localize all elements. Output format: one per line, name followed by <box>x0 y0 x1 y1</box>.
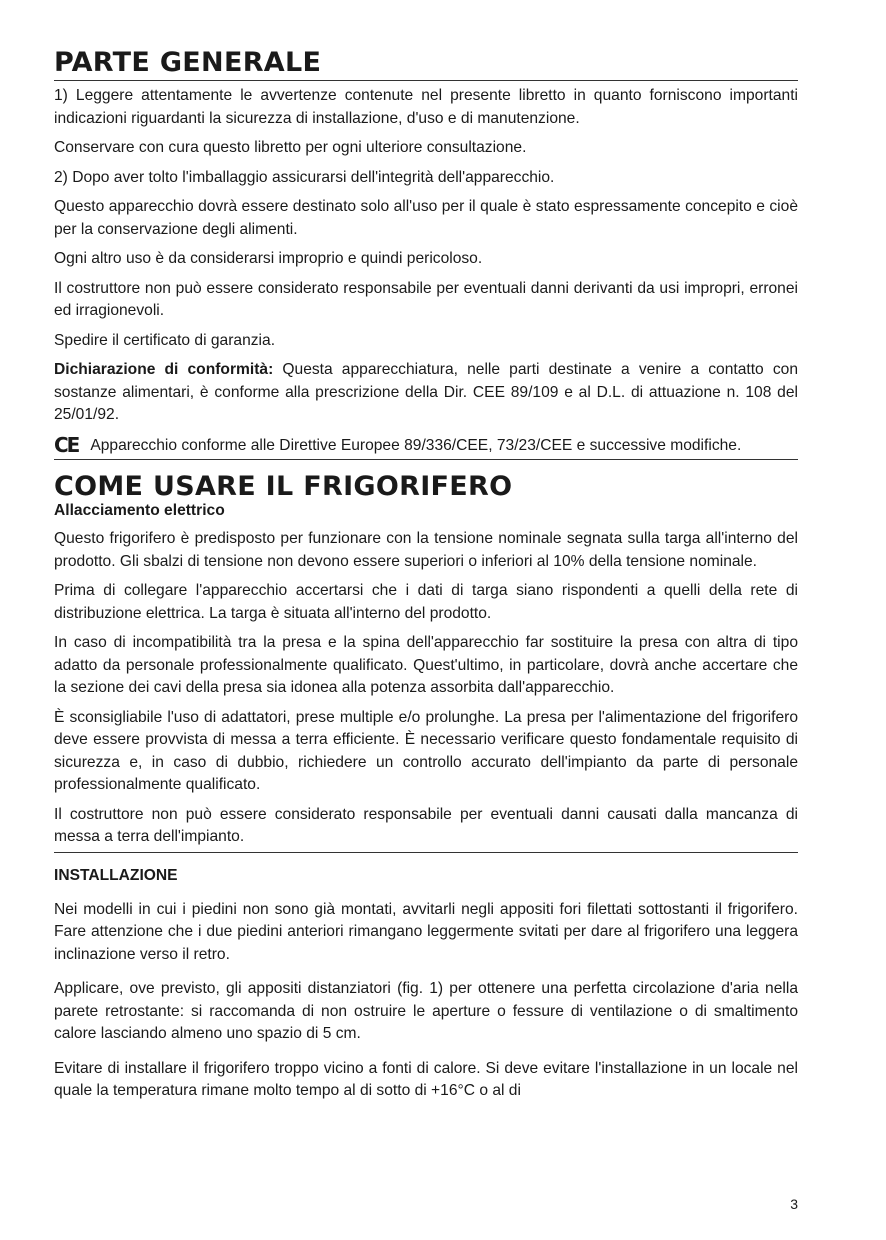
ce-mark-icon: CE <box>54 432 79 457</box>
page-number: 3 <box>790 1196 798 1212</box>
ce-text: Apparecchio conforme alle Direttive Europee 89/336/CEE, 73/23/CEE e successive modifiche. <box>90 436 742 454</box>
paragraph: È sconsigliabile l'uso di adattatori, prese multiple e/o prolunghe. La presa per l'alimentazione del frigorifero deve essere provvista di messa a terra efficiente. È necessario verificare questo fondamentale requisito di sicurezza e, in caso di dubbio, richiedere un controllo accurato dell'impianto da parte di personale professionalmente qualificato. <box>54 708 798 793</box>
page <box>54 46 798 1110</box>
paragraph: Applicare, ove previsto, gli appositi distanziatori (fig. 1) per ottenere una perfetta circolazione d'aria nella parete retrostante: si raccomanda di non ostruire le aperture o fessure di ventilazione o di smaltimento calore lasciando almeno uno spazio di 5 cm. <box>54 980 798 1042</box>
ce-paragraph <box>54 434 798 458</box>
section-title-parte-generale: PARTE GENERALE <box>54 47 322 78</box>
paragraph: Evitare di installare il frigorifero troppo vicino a fonti di calore. Si deve evitare l'installazione in un locale nel quale la temperatura rimane molto tempo al di sotto di +16°C o al di <box>54 1059 798 1099</box>
paragraph: Questo apparecchio dovrà essere destinato solo all'uso per il quale è stato espressamente concepito e cioè per la conservazione degli alimenti. <box>54 198 798 238</box>
conformity-label: Dichiarazione di conformità: <box>54 361 274 378</box>
paragraph: Il costruttore non può essere considerato responsabile per eventuali danni derivanti da usi impropri, erronei ed irragionevoli. <box>54 279 798 319</box>
paragraph: Nei modelli in cui i piedini non sono già montati, avvitarli negli appositi fori filettati sottostanti il frigorifero. Fare attenzione che i due piedini anteriori rimangano leggermente svitati per dare al frigorifero una leggera inclinazione verso il retro. <box>54 900 798 963</box>
paragraph: Il costruttore non può essere considerato responsabile per eventuali danni causati dalla mancanza di messa a terra dell'impianto. <box>54 805 798 845</box>
section-title-installazione: INSTALLAZIONE <box>54 866 178 884</box>
paragraph: Conservare con cura questo libretto per ogni ulteriore consultazione. <box>54 139 527 156</box>
paragraph: 2) Dopo aver tolto l'imballaggio assicurarsi dell'integrità dell'apparecchio. <box>54 168 555 186</box>
paragraph: In caso di incompatibilità tra la presa e la spina dell'apparecchio far sostituire la presa con altra di tipo adatto da personale professionalmente qualificato. Quest'ultimo, in particolare, dovrà anche accertare che la sezione dei cavi della presa sia idonea alla potenza assorbita dall'apparecchio. <box>54 634 798 696</box>
paragraph: 1) Leggere attentamente le avvertenze contenute nel presente libretto in quanto forniscono importanti indicazioni riguardanti la sicurezza di installazione, d'uso e di manutenzione. <box>54 87 798 127</box>
paragraph: Ogni altro uso è da considerarsi improprio e quindi pericoloso. <box>54 250 483 267</box>
paragraph: Prima di collegare l'apparecchio accertarsi che i dati di targa siano rispondenti a quelli della rete di distribuzione elettrica. La targa è situata all'interno del prodotto. <box>54 582 798 622</box>
conformity-text: Questa apparecchiatura, nelle parti destinate a venire a contatto con sostanze alimentari, è conforme alla prescrizione della Dir. CEE 89/109 e al D.L. di attuazione n. 108 del 25/01/92. <box>54 361 798 423</box>
conformity-paragraph <box>54 359 798 427</box>
section-subtitle: Allacciamento elettrico <box>54 502 225 519</box>
paragraph: Spedire il certificato di garanzia. <box>54 331 276 349</box>
paragraph: Questo frigorifero è predisposto per funzionare con la tensione nominale segnata sulla targa all'interno del prodotto. Gli sbalzi di tensione non devono essere superiori o inferiori al 10% della tensione nominale. <box>54 530 798 570</box>
section-title-come-usare: COME USARE IL FRIGORIFERO <box>54 471 513 502</box>
